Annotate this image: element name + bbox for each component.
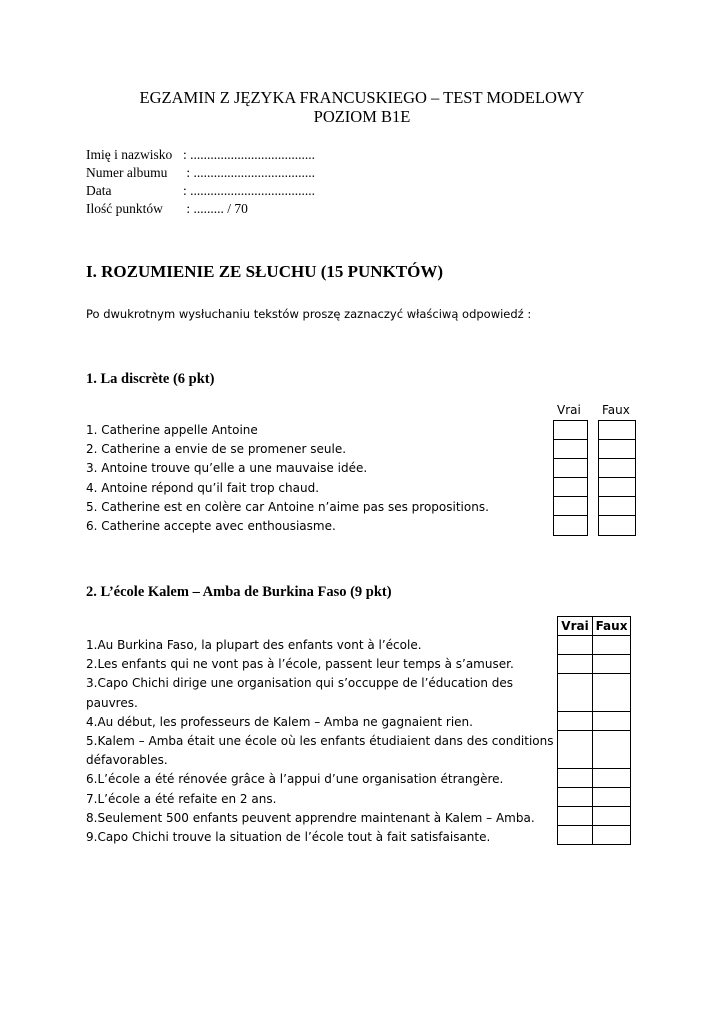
part2-answer-table <box>557 616 631 845</box>
statement: 6.L’école a été rénovée grâce à l’appui d’une organisation étrangère. <box>86 772 504 787</box>
statement: 9.Capo Chichi trouve la situation de l’école tout à fait satisfaisante. <box>86 830 491 845</box>
part2-title: 2. L’école Kalem – Amba de Burkina Faso (9 pkt) <box>86 584 392 600</box>
faux-checkbox[interactable] <box>593 655 631 674</box>
part1-faux-header: Faux <box>602 403 630 417</box>
faux-checkbox[interactable] <box>593 807 631 826</box>
faux-checkbox[interactable] <box>593 712 631 731</box>
faux-checkbox[interactable] <box>598 515 636 536</box>
faux-checkbox[interactable] <box>598 439 636 459</box>
vrai-checkbox[interactable] <box>558 826 593 845</box>
vrai-checkbox[interactable] <box>558 636 593 655</box>
info-row-date <box>86 182 315 200</box>
vrai-checkbox[interactable] <box>553 439 588 459</box>
vrai-checkbox[interactable] <box>558 807 593 826</box>
info-value: : ..................................... <box>183 183 316 198</box>
vrai-checkbox[interactable] <box>558 788 593 807</box>
exam-level: POZIOM B1E <box>313 107 411 126</box>
faux-checkbox[interactable] <box>593 788 631 807</box>
vrai-checkbox[interactable] <box>553 477 588 497</box>
info-value: : ......... / 70 <box>183 201 248 216</box>
part2-vrai-header: Vrai <box>558 617 593 636</box>
info-label: Numer albumu <box>86 165 168 180</box>
info-row-name <box>86 146 315 164</box>
statement: 5.Kalem – Amba était une école où les enfants étudiaient dans des conditions défavorables. <box>86 734 554 768</box>
faux-checkbox[interactable] <box>598 458 636 478</box>
vrai-checkbox[interactable] <box>558 712 593 731</box>
part2-faux-header: Faux <box>593 617 631 636</box>
vrai-checkbox[interactable] <box>558 655 593 674</box>
vrai-checkbox[interactable] <box>558 769 593 788</box>
faux-checkbox[interactable] <box>593 731 631 769</box>
instruction-text: Po dwukrotnym wysłuchaniu tekstów proszę zaznaczyć właściwą odpowiedź : <box>86 307 532 321</box>
faux-checkbox[interactable] <box>598 420 636 440</box>
statement: 1. Catherine appelle Antoine <box>86 423 258 437</box>
faux-checkbox[interactable] <box>593 826 631 845</box>
info-label: Ilość punktów <box>86 201 163 216</box>
info-row-points <box>86 200 248 218</box>
info-value: : .................................... <box>183 165 316 180</box>
statement: 5. Catherine est en colère car Antoine n’aime pas ses propositions. <box>86 499 489 514</box>
statement: 7.L’école a été refaite en 2 ans. <box>86 791 277 806</box>
info-value: : ..................................... <box>183 147 316 162</box>
statement: 8.Seulement 500 enfants peuvent apprendre maintenant à Kalem – Amba. <box>86 810 535 825</box>
statement: 4.Au début, les professeurs de Kalem – Amba ne gagnaient rien. <box>86 714 473 729</box>
vrai-checkbox[interactable] <box>553 515 588 536</box>
faux-checkbox[interactable] <box>598 496 636 516</box>
statement: 6. Catherine accepte avec enthousiasme. <box>86 519 336 534</box>
part1-title: 1. La discrète (6 pkt) <box>86 371 215 387</box>
exam-title: EGZAMIN Z JĘZYKA FRANCUSKIEGO – TEST MODELOWY <box>139 88 585 107</box>
faux-checkbox[interactable] <box>598 477 636 497</box>
info-label: Imię i nazwisko <box>86 147 173 162</box>
vrai-checkbox[interactable] <box>553 420 588 440</box>
part2-statements <box>86 636 556 847</box>
section-title: I. ROZUMIENIE ZE SŁUCHU (15 PUNKTÓW) <box>86 262 444 281</box>
statement: 3.Capo Chichi dirige une organisation qui s’occuppe de l’éducation des pauvres. <box>86 676 514 710</box>
part1-statements <box>86 421 489 536</box>
part1-vrai-header: Vrai <box>557 403 581 417</box>
info-label: Data <box>86 183 112 198</box>
faux-checkbox[interactable] <box>593 769 631 788</box>
faux-checkbox[interactable] <box>593 636 631 655</box>
vrai-checkbox[interactable] <box>558 731 593 769</box>
info-row-album <box>86 164 315 182</box>
statement: 2.Les enfants qui ne vont pas à l’école, passent leur temps à s’amuser. <box>86 657 514 672</box>
statement: 1.Au Burkina Faso, la plupart des enfants vont à l’école. <box>86 638 422 652</box>
statement: 4. Antoine répond qu’il fait trop chaud. <box>86 480 320 495</box>
vrai-checkbox[interactable] <box>553 496 588 516</box>
faux-checkbox[interactable] <box>593 674 631 712</box>
statement: 2. Catherine a envie de se promener seule. <box>86 442 347 457</box>
vrai-checkbox[interactable] <box>558 674 593 712</box>
statement: 3. Antoine trouve qu’elle a une mauvaise idée. <box>86 461 368 476</box>
vrai-checkbox[interactable] <box>553 458 588 478</box>
